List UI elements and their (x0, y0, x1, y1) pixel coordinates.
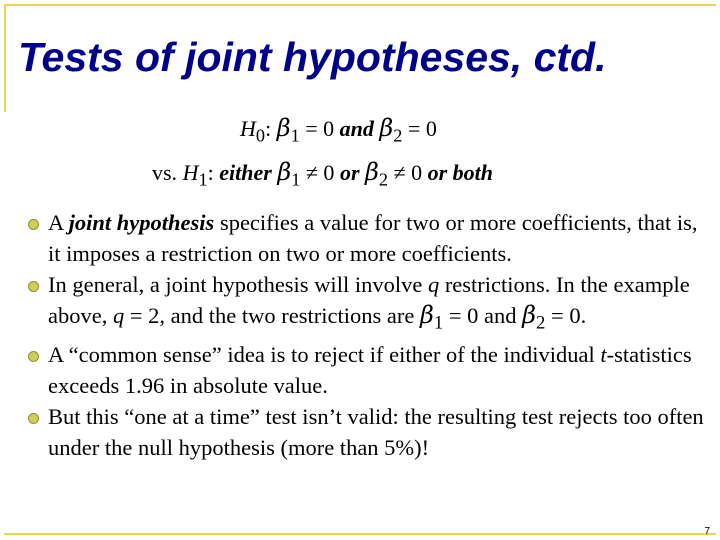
bullet-list (24, 207, 714, 463)
bullet-3-post: -statistics exceeds 1.96 in absolute value. (48, 341, 692, 398)
bullet-item (24, 339, 714, 401)
bullet-2-q2: q (112, 303, 125, 328)
bullet-dot-icon (28, 281, 39, 292)
h1-either: either (219, 160, 272, 185)
h1-or: or (339, 160, 360, 185)
bullet-item (24, 207, 714, 269)
beta-2-symbol: β (365, 158, 379, 186)
bullet-2-pre: In general, a joint hypothesis will involve (48, 272, 428, 297)
beta-symbol: β (419, 301, 434, 329)
footer-rule (4, 533, 716, 535)
title-border-top (4, 4, 716, 6)
bullet-item (24, 269, 714, 339)
beta-2-subscript: 2 (378, 169, 389, 190)
bullet-3-pre: A “common sense” idea is to reject if either of the individual (48, 341, 601, 367)
slide-title: Tests of joint hypotheses, ctd. (18, 34, 607, 80)
title-border-left (4, 4, 6, 112)
beta-1-subscript: 1 (290, 125, 300, 146)
page-number: 7 (704, 526, 710, 537)
bullet-item (24, 401, 714, 463)
h0-eq2: = 0 (402, 116, 437, 141)
bullet-2-sub1: 1 (433, 312, 444, 334)
beta-symbol: β (522, 301, 537, 329)
h1-vs: vs. (152, 160, 183, 185)
bullet-1-pre: A (48, 210, 69, 235)
bullet-dot-icon (28, 219, 39, 230)
bullet-2-sub2: 2 (536, 312, 546, 334)
bullet-1-bold: joint hypothesis (68, 210, 215, 235)
h1-neq1: ≠ 0 (300, 160, 340, 185)
beta-1-symbol: β (276, 114, 291, 142)
h0-subscript: 0 (255, 125, 266, 146)
h1-or-both: or both (427, 160, 494, 185)
h1-colon: : (207, 160, 220, 185)
bullet-dot-icon (28, 351, 39, 362)
null-hypothesis-equation (240, 114, 437, 146)
h1-label: H (182, 160, 199, 185)
h1-neq2: ≠ 0 (388, 160, 428, 185)
h1-subscript: 1 (198, 169, 208, 190)
h0-colon: : (265, 116, 272, 141)
alternative-hypothesis-equation (152, 158, 493, 190)
bullet-dot-icon (28, 413, 39, 424)
bullet-1-post: specifies a value for two or more coefficients, that is, it imposes a restriction on two or more coefficients. (48, 210, 698, 266)
bullet-3-t: t (600, 341, 607, 367)
bullet-2-mid3: = 0 and (443, 303, 523, 328)
h0-and: and (339, 116, 374, 141)
h0-eq1: = 0 (299, 116, 340, 141)
beta-1-subscript: 1 (291, 169, 301, 190)
bullet-2-end: = 0. (545, 303, 587, 328)
beta-2-subscript: 2 (393, 125, 403, 146)
h0-label: H (240, 116, 256, 141)
bullet-2-q: q (427, 272, 440, 297)
bullet-2-mid: restrictions. In the example above, (48, 272, 690, 328)
beta-2-symbol: β (379, 114, 394, 142)
bullet-2-mid2: = 2, and the two restrictions are (124, 303, 420, 328)
bullet-4-text: But this “one at a time” test isn’t valid: the resulting test rejects too often under the null hypothesis (more than 5%)! (48, 403, 704, 460)
beta-1-symbol: β (277, 158, 292, 186)
